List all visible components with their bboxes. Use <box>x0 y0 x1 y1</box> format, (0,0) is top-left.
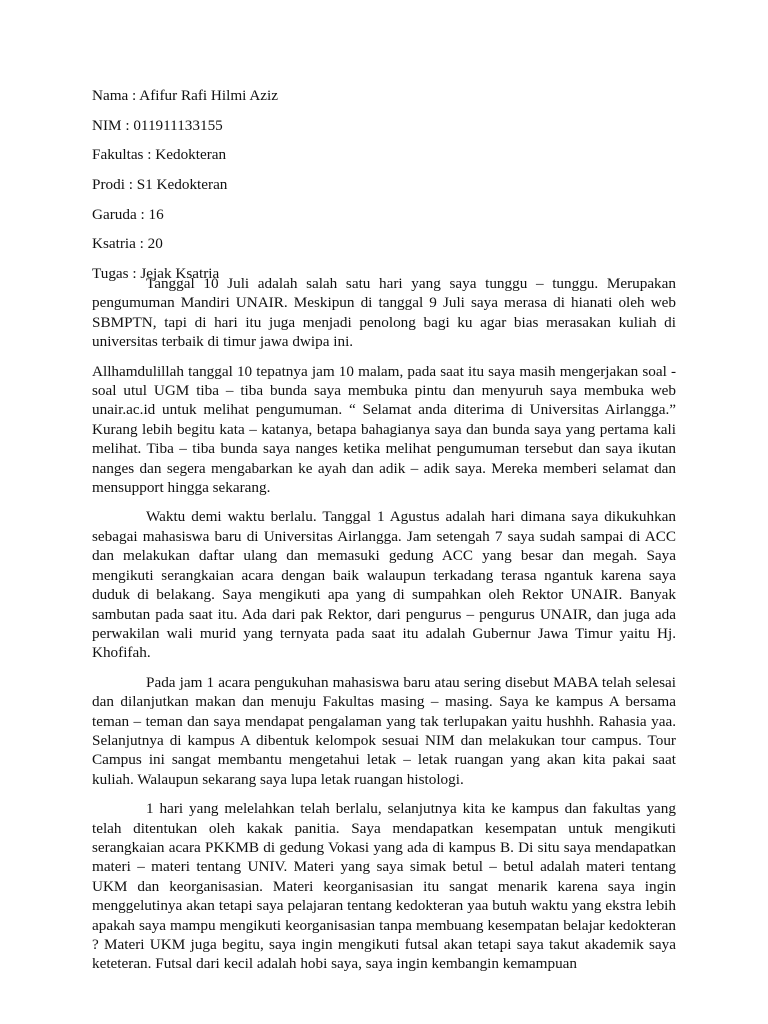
paragraph-3: Waktu demi waktu berlalu. Tanggal 1 Agustus adalah hari dimana saya dikukuhkan sebagai mahasiswa baru di Universitas Airlangga. Jam setengah 7 saya sudah sampai di ACC dan melakukan daftar ulang dan memasuki gedung ACC yang besar dan megah. Saya mengikuti serangkaian acara dengan baik walaupun terkadang terasa ngantuk karena saya duduk di belakang. Saya mengikuti apa yang di sumpahkan oleh Rektor UNAIR. Banyak sambutan pada saat itu. Ada dari pak Rektor, dari pengurus – pengurus UNAIR, dan juga ada perwakilan wali murid yang ternyata pada saat itu adalah Gubernur Jawa Timur yaitu Hj. Khofifah. <box>92 508 676 662</box>
info-garuda: Garuda : 16 <box>92 205 164 223</box>
paragraph-5: 1 hari yang melelahkan telah berlalu, selanjutnya kita ke kampus dan fakultas yang telah ditentukan oleh kakak panitia. Saya mendapatkan kesempatan untuk mengikuti serangkaian acara PKKMB di gedung Vokasi yang ada di kampus B. Di situ saya mendapatkan materi – materi tentang UNIV. Materi yang saya simak betul – betul adalah materi tentang UKM dan keorganisasian. Materi keorganisasian itu sangat menarik karena saya ingin menggelutinya akan tetapi saya pelajaran tentang kedokteran yaa butuh waktu yang ekstra lebih apakah saya mampu mengikuti keorganisasian tanpa membuang kesempatan belajar kedokteran ? Materi UKM juga begitu, saya ingin mengikuti futsal akan tetapi saya takut akademik saya keteteran. Futsal dari kecil adalah hobi saya, saya ingin kembangin kemampuan <box>92 800 676 973</box>
paragraph-2: Allhamdulillah tanggal 10 tepatnya jam 10 malam, pada saat itu saya masih mengerjakan soal - soal utul UGM tiba – tiba bunda saya membuka pintu dan menyuruh saya membuka web unair.ac.id untuk melihat pengumuman. “ Selamat anda diterima di Universitas Airlangga.” Kurang lebih begitu kata – katanya, betapa bahagianya saya dan bunda saya yang pertama kali melihat. Tiba – tiba bunda saya nanges ketika melihat pengumuman tersebut dan saya ikutan nanges dan segera mengabarkan ke ayah dan adik – adik saya. Mereka memberi selamat dan mensupport hingga sekarang. <box>92 362 676 497</box>
info-program: Prodi : S1 Kedokteran <box>92 176 228 194</box>
info-name: Nama : Afifur Rafi Hilmi Aziz <box>92 87 279 104</box>
info-assignment: Tugas : Jejak Ksatria <box>92 265 220 283</box>
essay-body <box>92 274 676 984</box>
info-ksatria: Ksatria : 20 <box>92 235 163 253</box>
info-faculty: Fakultas : Kedokteran <box>92 146 227 164</box>
student-info <box>92 86 692 294</box>
paragraph-1: Tanggal 10 Juli adalah salah satu hari yang saya tunggu – tunggu. Merupakan pengumuman Mandiri UNAIR. Meskipun di tanggal 9 Juli saya merasa di hianati oleh web SBMPTN, tapi di hari itu juga menjadi penolong bagi ku agar bias merasakan kuliah di universitas terbaik di timur jawa dwipa ini. <box>92 275 676 351</box>
paragraph-4: Pada jam 1 acara pengukuhan mahasiswa baru atau sering disebut MABA telah selesai dan dilanjutkan makan dan menuju Fakultas masing – masing. Saya ke kampus A bersama teman – teman dan saya mendapat pengalaman yang tak terlupakan yaitu hushhh. Rahasia yaa. Selanjutnya di kampus A dibentuk kelompok sesuai NIM dan melakukan tour campus. Tour Campus ini sangat membantu mengetahui letak – letak ruangan yang akan kita pakai saat kuliah. Walaupun sekarang saya lupa letak ruangan histologi. <box>92 673 676 788</box>
info-nim: NIM : 011911133155 <box>92 116 223 134</box>
